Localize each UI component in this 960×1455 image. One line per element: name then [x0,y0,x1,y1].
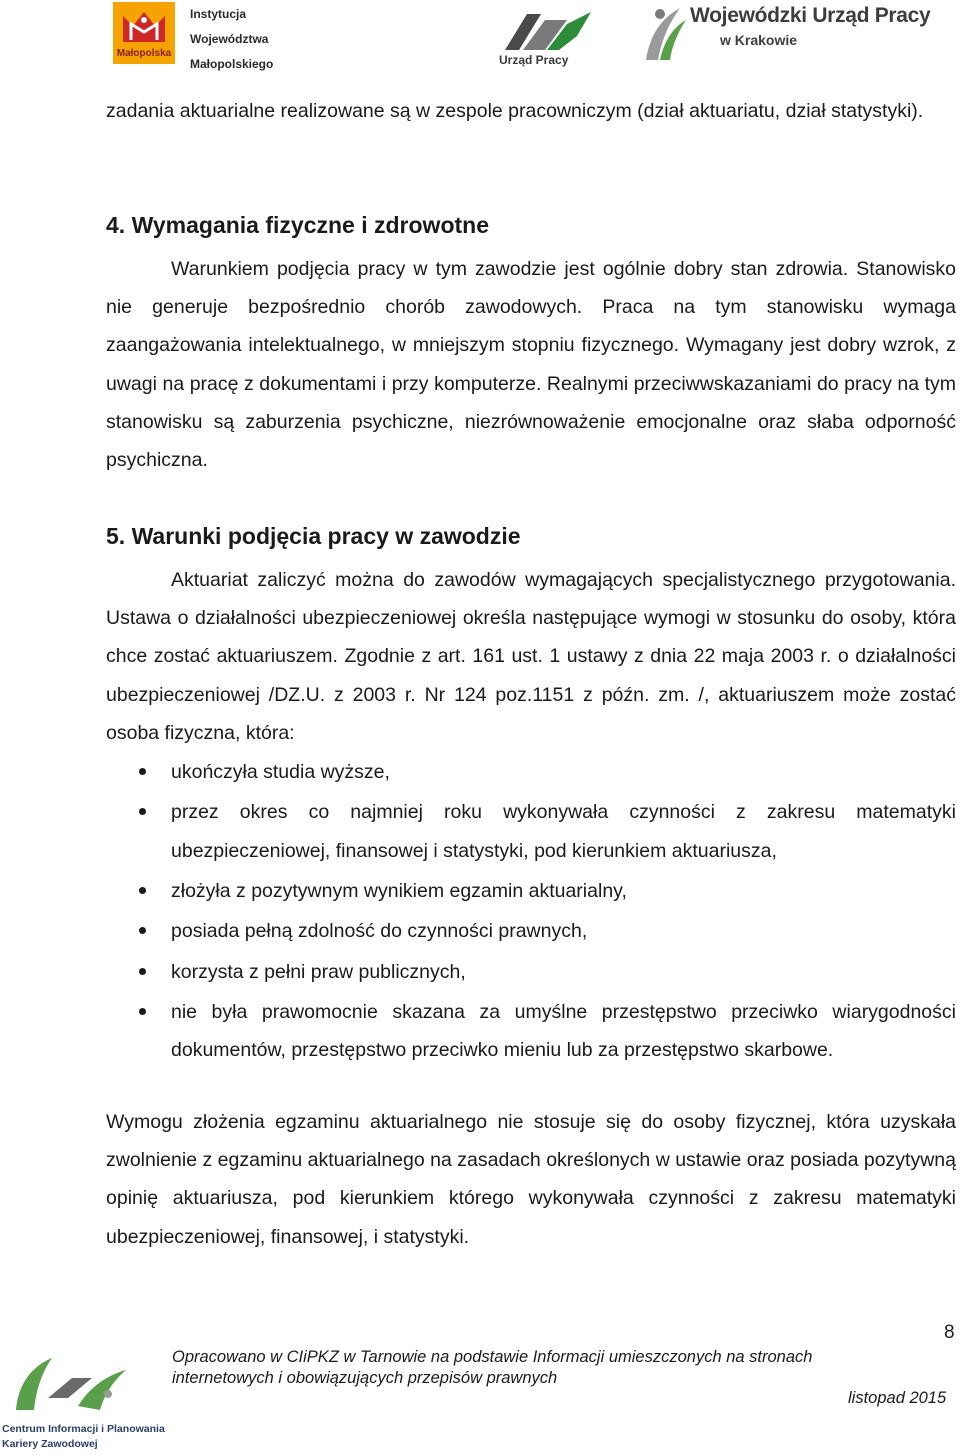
ciipkz-arrows-icon [8,1350,138,1418]
section-5-paragraph: Aktuariat zaliczyć można do zawodów wymagających specjalistycznego przygotowania. Ustawa o działalności ubezpieczeniowej określa następujące wymogi w stosunku do osoby, która chce zostać aktuariuszem. Zgodnie z art. 161 ust. 1 ustawy z dnia 22 maja 2003 r. o działalności ubezpieczeniowej /DZ.U. z 2003 r. Nr 124 poz.1151 z późn. zm. /, aktuariuszem może zostać osoba fizyczna, która: [106,569,956,744]
section-5-heading: 5. Warunki podjęcia pracy w zawodzie [106,523,521,549]
wup-subtitle: w Krakowie [720,32,798,48]
logo-ciipkz [0,1350,165,1455]
logo-instytucja-wojewodztwa-malopolskiego [113,2,293,71]
list-item [106,872,956,911]
ciipkz-caption-line-2: Kariery Zawodowej [2,1438,98,1450]
wup-title: Wojewódzki Urząd Pracy [690,4,931,27]
urzad-pracy-caption: Urząd Pracy [499,53,569,67]
logo-line-1: Instytucja [190,7,247,21]
bullet-icon [139,768,146,775]
list-item [106,953,956,992]
list-item-text: korzysta z pełni praw publicznych, [171,960,466,983]
urzad-pracy-arrows-icon [497,2,597,54]
list-item-text: ukończyła studia wyższe, [171,761,390,783]
footer-note-line-2: internetowych i obowiązujących przepisów prawnych [172,1369,558,1387]
requirements-list [106,753,956,1072]
intro-paragraph: zadania aktuarialne realizowane są w zespole pracowniczym (dział aktuariatu, dział statystyki). [106,100,924,122]
logo-urzad-pracy [497,2,602,68]
list-item-text: przez okres co najmniej roku wykonywała czynności z zakresu matematyki ubezpieczeniowej, finansowej i statystyki, pod kierunkiem aktuariusza, [171,801,956,862]
bullet-icon [139,927,146,934]
list-item [106,793,956,870]
ciipkz-caption [2,1422,165,1452]
list-item [106,912,956,951]
list-item [106,993,956,1070]
list-item [106,753,956,792]
bullet-icon [139,887,146,894]
bullet-icon [139,1008,146,1015]
emblem-label: Małopolska [116,48,172,59]
page-number: 8 [944,1322,955,1343]
footer-date: listopad 2015 [848,1389,947,1407]
logo-line-3: Małopolskiego [190,57,274,71]
logo-wojewodzki-urzad-pracy [640,2,940,66]
logo-line-2: Województwa [190,32,269,46]
footer-note [172,1347,912,1389]
wup-swoosh-icon [640,4,688,64]
bullet-icon [139,808,146,815]
closing-paragraph: Wymogu złożenia egzaminu aktuarialnego nie stosuje się do osoby fizycznej, która uzyskała zwolnienie z egzaminu aktuarialnego na zasadach określonych w ustawie oraz posiada pozytywną opinię aktuariusza, pod kierunkiem którego wykonywała czynności z zakresu matematyki ubezpieczeniowej, finansowej, i statystyki. [106,1111,956,1248]
section-4-paragraph: Warunkiem podjęcia pracy w tym zawodzie jest ogólnie dobry stan zdrowia. Stanowisko nie generuje bezpośrednio chorób zawodowych. Praca na tym stanowisku wymaga zaangażowania intelektualnego, w mniejszym stopniu fizycznego. Wymagany jest dobry wzrok, z uwagi na pracę z dokumentami i przy komputerze. Realnymi przeciwwskazaniami do pracy na tym stanowisku są zaburzenia psychiczne, niezrównoważenie emocjonalne oraz słaba odporność psychiczna. [106,258,956,472]
list-item-text: posiada pełną zdolność do czynności prawnych, [171,920,588,943]
list-item-text: złożyła z pozytywnym wynikiem egzamin aktuarialny, [171,880,627,903]
logo-text [190,2,273,77]
list-item-text: nie była prawomocnie skazana za umyślne przestępstwo przeciwko wiarygodności dokumentów, przestępstwo przeciwko mieniu lub za przestępstwo skarbowe. [171,1000,956,1062]
section-4-heading: 4. Wymagania fizyczne i zdrowotne [106,212,489,238]
ciipkz-caption-line-1: Centrum Informacji i Planowania [2,1423,165,1435]
bullet-icon [139,968,146,975]
footer-note-line-1: Opracowano w CIiPKZ w Tarnowie na podstawie Informacji umieszczonych na stronach [172,1348,813,1366]
